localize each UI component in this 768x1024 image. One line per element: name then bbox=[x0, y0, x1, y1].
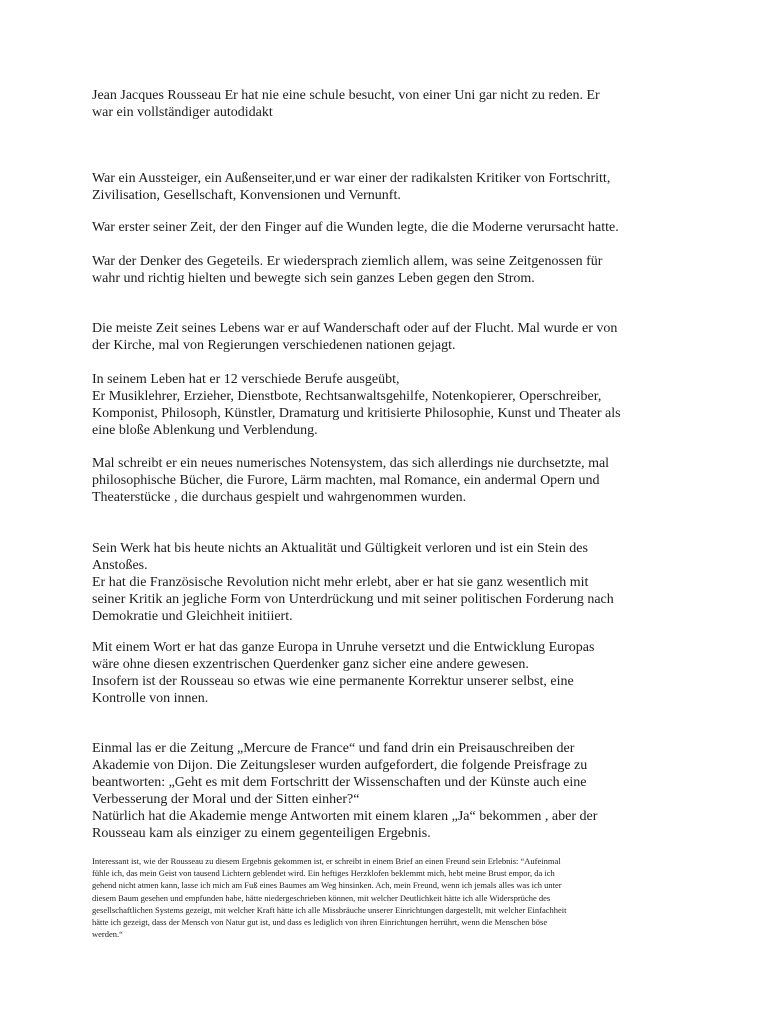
paragraph-erster bbox=[92, 219, 692, 236]
paragraph-werk bbox=[92, 540, 692, 625]
text-line: wäre ohne diesen exzentrischen Querdenker ganz sicher eine andere gewesen. bbox=[92, 657, 529, 672]
text-line: Kontrolle von innen. bbox=[92, 691, 209, 706]
text-line: eine bloße Ablenkung und Verblendung. bbox=[92, 423, 318, 438]
text-line: war ein vollständiger autodidakt bbox=[92, 105, 273, 120]
paragraph-berufe bbox=[92, 371, 692, 439]
text-line: Er Musiklehrer, Erzieher, Dienstbote, Rechtsanwaltsgehilfe, Notenkopierer, Operschreiber, bbox=[92, 389, 602, 404]
text-line: gesellschaftlichen Systems gezeigt, mit welcher Kraft hätte ich alle Missbräuche unserer Einrichtungen dargestellt, mit welcher Einfachheit bbox=[92, 904, 567, 915]
text-line: Sein Werk hat bis heute nichts an Aktualität und Gültigkeit verloren und ist ein Stein des bbox=[92, 541, 588, 556]
text-line: Verbesserung der Moral und der Sitten einher?“ bbox=[92, 792, 360, 807]
text-line: diesem Baum gesehen und empfunden habe, hätte niedergeschrieben können, mit welcher Deutlichkeit hätte ich alle Widersprüche des bbox=[92, 892, 551, 903]
text-line: der Kirche, mal von Regierungen verschiedenen nationen gejagt. bbox=[92, 338, 456, 353]
text-line: Jean Jacques Rousseau Er hat nie eine schule besucht, von einer Uni gar nicht zu reden. Er bbox=[92, 88, 600, 103]
text-line: Einmal las er die Zeitung „Mercure de France“ und fand drin ein Preisauschreiben der bbox=[92, 741, 575, 756]
text-line: werden.“ bbox=[92, 929, 123, 940]
text-line: Er hat die Französische Revolution nicht mehr erlebt, aber er hat sie ganz wesentlich mit bbox=[92, 575, 589, 590]
text-line: wahr und richtig hielten und bewegte sich sein ganzes Leben gegen den Strom. bbox=[92, 271, 535, 286]
text-line: Interessant ist, wie der Rousseau zu diesem Ergebnis gekommen ist, er schreibt in einem Brief an einen Freund sein Erlebnis: “Aufeinmal bbox=[92, 856, 561, 866]
text-line: War der Denker des Gegeteils. Er wiedersprach ziemlich allem, was seine Zeitgenossen für bbox=[92, 254, 603, 269]
paragraph-europa bbox=[92, 639, 692, 707]
text-line: Insofern ist der Rousseau so etwas wie eine permanente Korrektur unserer selbst, eine bbox=[92, 674, 574, 689]
text-line: Natürlich hat die Akademie menge Antworten mit einem klaren „Ja“ bekommen , aber der bbox=[92, 809, 598, 824]
paragraph-aussteiger bbox=[92, 170, 692, 204]
footnote-letter-quote bbox=[92, 855, 692, 940]
paragraph-notensystem bbox=[92, 455, 692, 506]
text-line: Mal schreibt er ein neues numerisches Notensystem, das sich allerdings nie durchsetzte, mal bbox=[92, 456, 610, 471]
text-line: Demokratie und Gleichheit initiiert. bbox=[92, 609, 293, 624]
text-line: Mit einem Wort er hat das ganze Europa in Unruhe versetzt und die Entwicklung Europas bbox=[92, 640, 595, 655]
text-line: Die meiste Zeit seines Lebens war er auf Wanderschaft oder auf der Flucht. Mal wurde er von bbox=[92, 321, 618, 336]
text-line: gehend nicht atmen kann, lasse ich mich am Fuß eines Baumes am Weg hinsinken. Ach, mein Freund, wenn ich jemals alles was ich unter bbox=[92, 880, 562, 891]
text-line: seiner Kritik an jegliche Form von Unterdrückung und mit seiner politischen Forderung nach bbox=[92, 592, 614, 607]
text-line: Akademie von Dijon. Die Zeitungsleser wurden aufgefordert, die folgende Preisfrage zu bbox=[92, 758, 588, 773]
text-line: fühle ich, das mein Geist von tausend Lichtern geblendet wird. Ein heftiges Herzklofen beklemmt mich, hebt meine Brust empor, da ich bbox=[92, 868, 555, 879]
text-line: Zivilisation, Gesellschaft, Konvensionen und Vernunft. bbox=[92, 188, 401, 203]
text-line: Rousseau kam als einziger zu einem gegenteiligen Ergebnis. bbox=[92, 826, 431, 841]
text-line: Komponist, Philosoph, Künstler, Dramaturg und kritisierte Philosophie, Kunst und Theater als bbox=[92, 406, 621, 421]
text-line: In seinem Leben hat er 12 verschiede Berufe ausgeübt, bbox=[92, 372, 400, 387]
text-line: War erster seiner Zeit, der den Finger auf die Wunden legte, die die Moderne verursacht hatte. bbox=[92, 220, 619, 235]
text-line: beantworten: „Geht es mit dem Fortschritt der Wissenschaften und der Künste auch eine bbox=[92, 775, 587, 790]
text-line: philosophische Bücher, die Furore, Lärm machten, mal Romance, ein andermal Opern und bbox=[92, 473, 600, 488]
text-line: Anstoßes. bbox=[92, 558, 148, 573]
paragraph-wanderschaft bbox=[92, 320, 692, 354]
text-line: War ein Aussteiger, ein Außenseiter,und er war einer der radikalsten Kritiker von Fortschritt, bbox=[92, 171, 611, 186]
text-line: hätte ich gezeigt, dass der Mensch von Natur gut ist, und dass es lediglich von ihren Einrichtungen herrührt, wenn die Menschen böse bbox=[92, 917, 548, 928]
paragraph-intro bbox=[92, 87, 692, 121]
paragraph-preisfrage bbox=[92, 740, 692, 842]
paragraph-denker bbox=[92, 253, 692, 287]
text-line: Theaterstücke , die durchaus gespielt und wahrgenommen wurden. bbox=[92, 490, 467, 505]
